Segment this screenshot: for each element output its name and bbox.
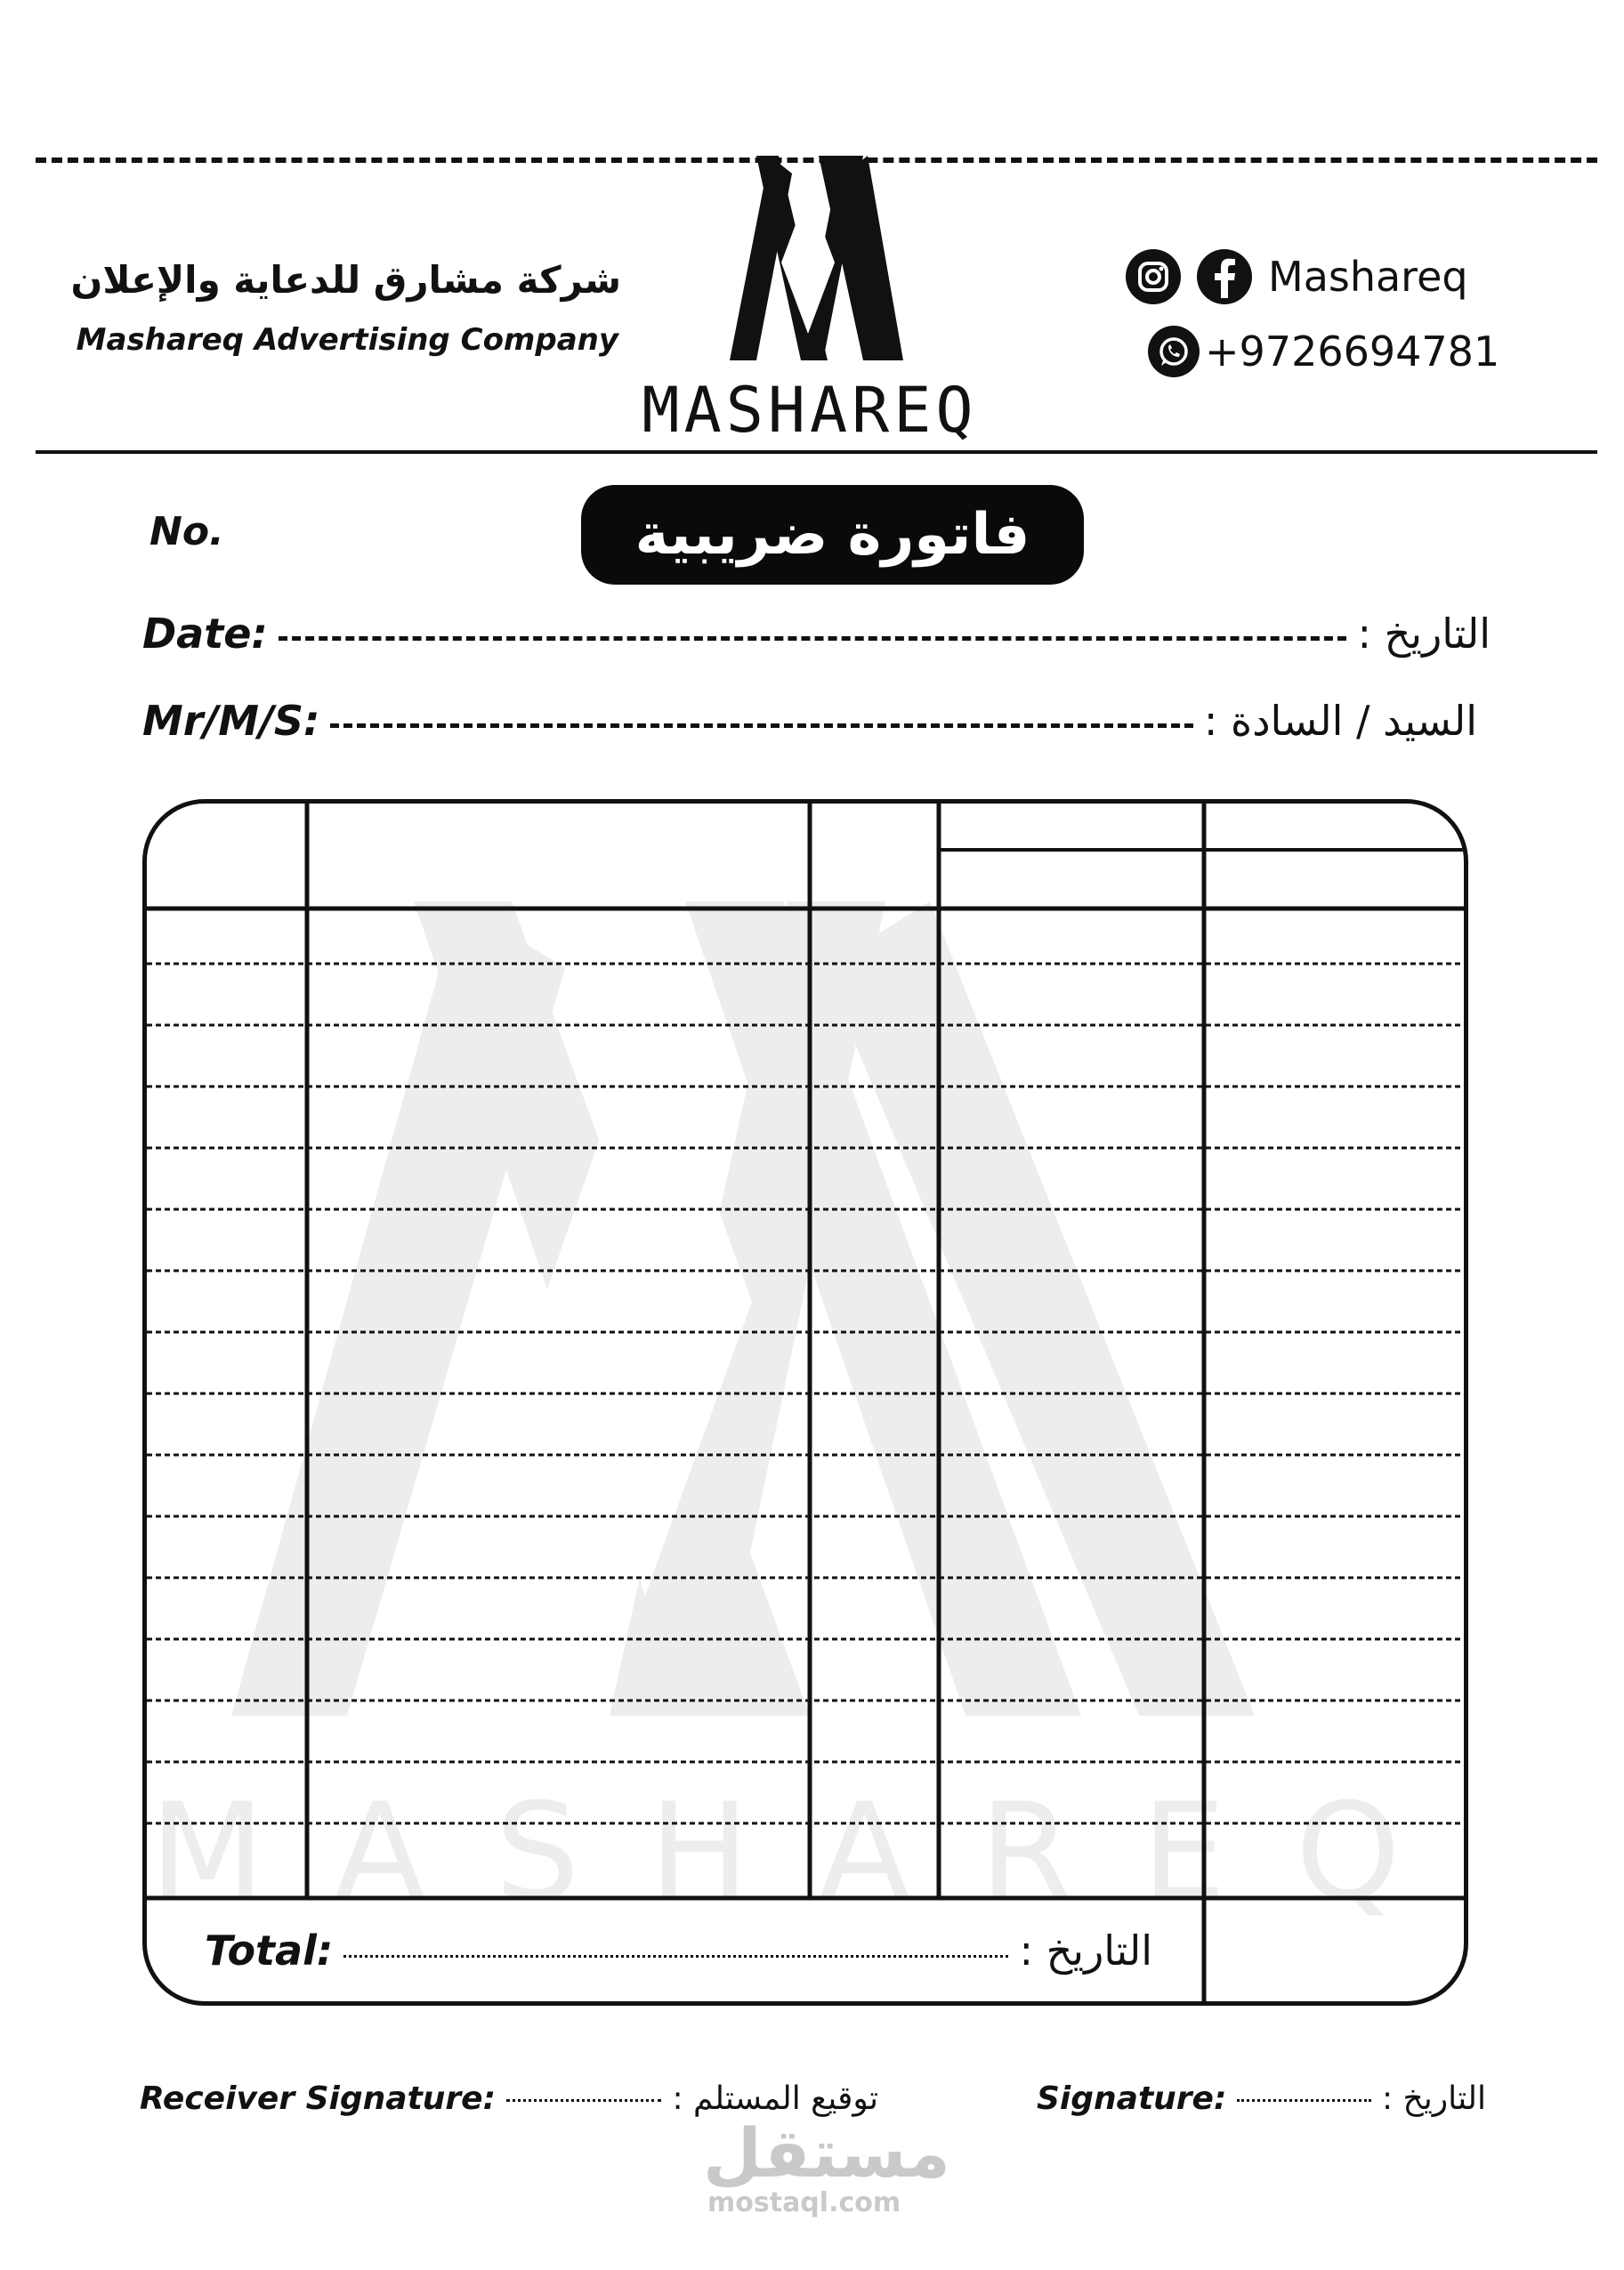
mashareq-logo-mark	[694, 156, 925, 369]
date-label-ar: التاريخ :	[1357, 610, 1491, 658]
phone-number[interactable]: +9726694781	[1205, 327, 1500, 376]
date-fill-line[interactable]	[279, 636, 1347, 641]
header-divider	[36, 450, 1597, 454]
social-handle[interactable]: Mashareq	[1268, 253, 1468, 301]
invoice-table-grid	[147, 804, 1468, 2006]
watermark-wordmark: MASHAREQ	[149, 1775, 1470, 1930]
receiver-signature-row	[140, 2080, 878, 2117]
date-label-en: Date:	[142, 610, 268, 658]
customer-label-ar: السيد / السادة :	[1203, 697, 1477, 745]
customer-field-row	[142, 697, 1477, 745]
customer-fill-line[interactable]	[330, 723, 1192, 728]
invoice-title-badge: فاتورة ضريبية	[581, 485, 1084, 585]
watermark-logo	[231, 901, 1255, 1716]
signature-line[interactable]	[1237, 2099, 1371, 2102]
receiver-signature-label-ar: توقيع المستلم :	[672, 2080, 878, 2117]
whatsapp-icon[interactable]	[1148, 326, 1200, 377]
invoice-number-label: No.	[149, 509, 224, 554]
signature-row	[1037, 2080, 1486, 2117]
company-name-arabic: شركة مشارق للدعاية والإعلان	[70, 258, 621, 302]
total-fill-line[interactable]	[343, 1955, 1008, 1958]
phone-row	[1148, 322, 1499, 381]
invoice-table	[142, 799, 1468, 2006]
total-date-label-ar: التاريخ :	[1019, 1927, 1152, 1975]
date-field-row	[142, 610, 1491, 658]
mostaql-watermark-arabic: مستقل	[703, 2113, 950, 2193]
signature-label-en: Signature:	[1037, 2080, 1227, 2117]
total-row	[205, 1927, 1152, 1975]
customer-label-en: Mr/M/S:	[142, 697, 320, 745]
company-name-english: Mashareq Advertising Company	[76, 322, 618, 358]
total-label: Total:	[205, 1927, 334, 1975]
logo-wordmark: MASHAREQ	[642, 374, 978, 447]
receiver-signature-line[interactable]	[506, 2099, 662, 2102]
facebook-icon[interactable]	[1197, 249, 1252, 304]
instagram-icon[interactable]	[1126, 249, 1181, 304]
signature-date-label-ar: التاريخ :	[1381, 2080, 1486, 2117]
social-handle-row	[1126, 247, 1468, 306]
receiver-signature-label-en: Receiver Signature:	[140, 2080, 496, 2117]
mostaql-watermark-url: mostaql.com	[707, 2187, 901, 2218]
